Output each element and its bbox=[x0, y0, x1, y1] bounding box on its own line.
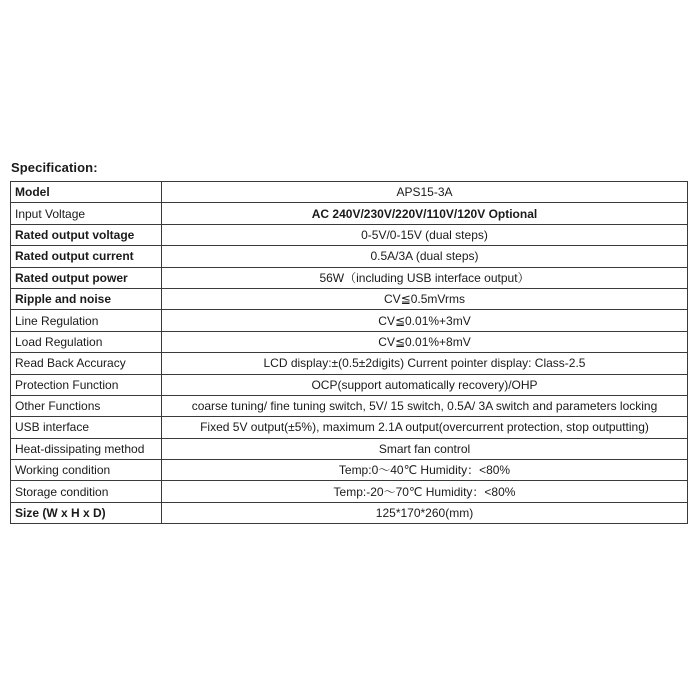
spec-label: Rated output voltage bbox=[11, 224, 162, 245]
spec-label: Protection Function bbox=[11, 374, 162, 395]
spec-row bbox=[11, 502, 688, 523]
spec-row bbox=[11, 438, 688, 459]
spec-label: Rated output power bbox=[11, 267, 162, 288]
spec-label: Heat-dissipating method bbox=[11, 438, 162, 459]
spec-label: Size (W x H x D) bbox=[11, 502, 162, 523]
spec-value: AC 240V/230V/220V/110V/120V Optional bbox=[162, 203, 688, 224]
spec-row bbox=[11, 481, 688, 502]
spec-row bbox=[11, 331, 688, 352]
spec-value: 56W（including USB interface output） bbox=[162, 267, 688, 288]
spec-label: USB interface bbox=[11, 417, 162, 438]
spec-label: Read Back Accuracy bbox=[11, 353, 162, 374]
spec-value: Temp:-20～70℃ Humidity：<80% bbox=[162, 481, 688, 502]
spec-label: Load Regulation bbox=[11, 331, 162, 352]
spec-row bbox=[11, 224, 688, 245]
spec-label: Storage condition bbox=[11, 481, 162, 502]
spec-value: CV≦0.5mVrms bbox=[162, 288, 688, 309]
spec-row bbox=[11, 417, 688, 438]
spec-label: Other Functions bbox=[11, 395, 162, 416]
spec-value: 0-5V/0-15V (dual steps) bbox=[162, 224, 688, 245]
spec-value: Fixed 5V output(±5%), maximum 2.1A output(overcurrent protection, stop outputting) bbox=[162, 417, 688, 438]
spec-label: Rated output current bbox=[11, 246, 162, 267]
spec-heading: Specification: bbox=[11, 160, 98, 175]
spec-value: 0.5A/3A (dual steps) bbox=[162, 246, 688, 267]
spec-table-body bbox=[11, 182, 688, 524]
spec-row bbox=[11, 246, 688, 267]
spec-row bbox=[11, 203, 688, 224]
spec-row bbox=[11, 182, 688, 203]
spec-label: Line Regulation bbox=[11, 310, 162, 331]
spec-value: Smart fan control bbox=[162, 438, 688, 459]
spec-row bbox=[11, 374, 688, 395]
spec-value: OCP(support automatically recovery)/OHP bbox=[162, 374, 688, 395]
spec-value: 125*170*260(mm) bbox=[162, 502, 688, 523]
spec-value: Temp:0～40℃ Humidity：<80% bbox=[162, 460, 688, 481]
spec-label: Ripple and noise bbox=[11, 288, 162, 309]
spec-value: APS15-3A bbox=[162, 182, 688, 203]
spec-table bbox=[10, 181, 688, 524]
spec-value: CV≦0.01%+8mV bbox=[162, 331, 688, 352]
spec-label: Model bbox=[11, 182, 162, 203]
spec-row bbox=[11, 310, 688, 331]
spec-value: coarse tuning/ fine tuning switch, 5V/ 15 switch, 0.5A/ 3A switch and parameters locking bbox=[162, 395, 688, 416]
spec-value: CV≦0.01%+3mV bbox=[162, 310, 688, 331]
spec-label: Input Voltage bbox=[11, 203, 162, 224]
spec-row bbox=[11, 395, 688, 416]
spec-value: LCD display:±(0.5±2digits) Current pointer display: Class-2.5 bbox=[162, 353, 688, 374]
spec-row bbox=[11, 267, 688, 288]
spec-label: Working condition bbox=[11, 460, 162, 481]
spec-row bbox=[11, 288, 688, 309]
spec-row bbox=[11, 460, 688, 481]
spec-row bbox=[11, 353, 688, 374]
